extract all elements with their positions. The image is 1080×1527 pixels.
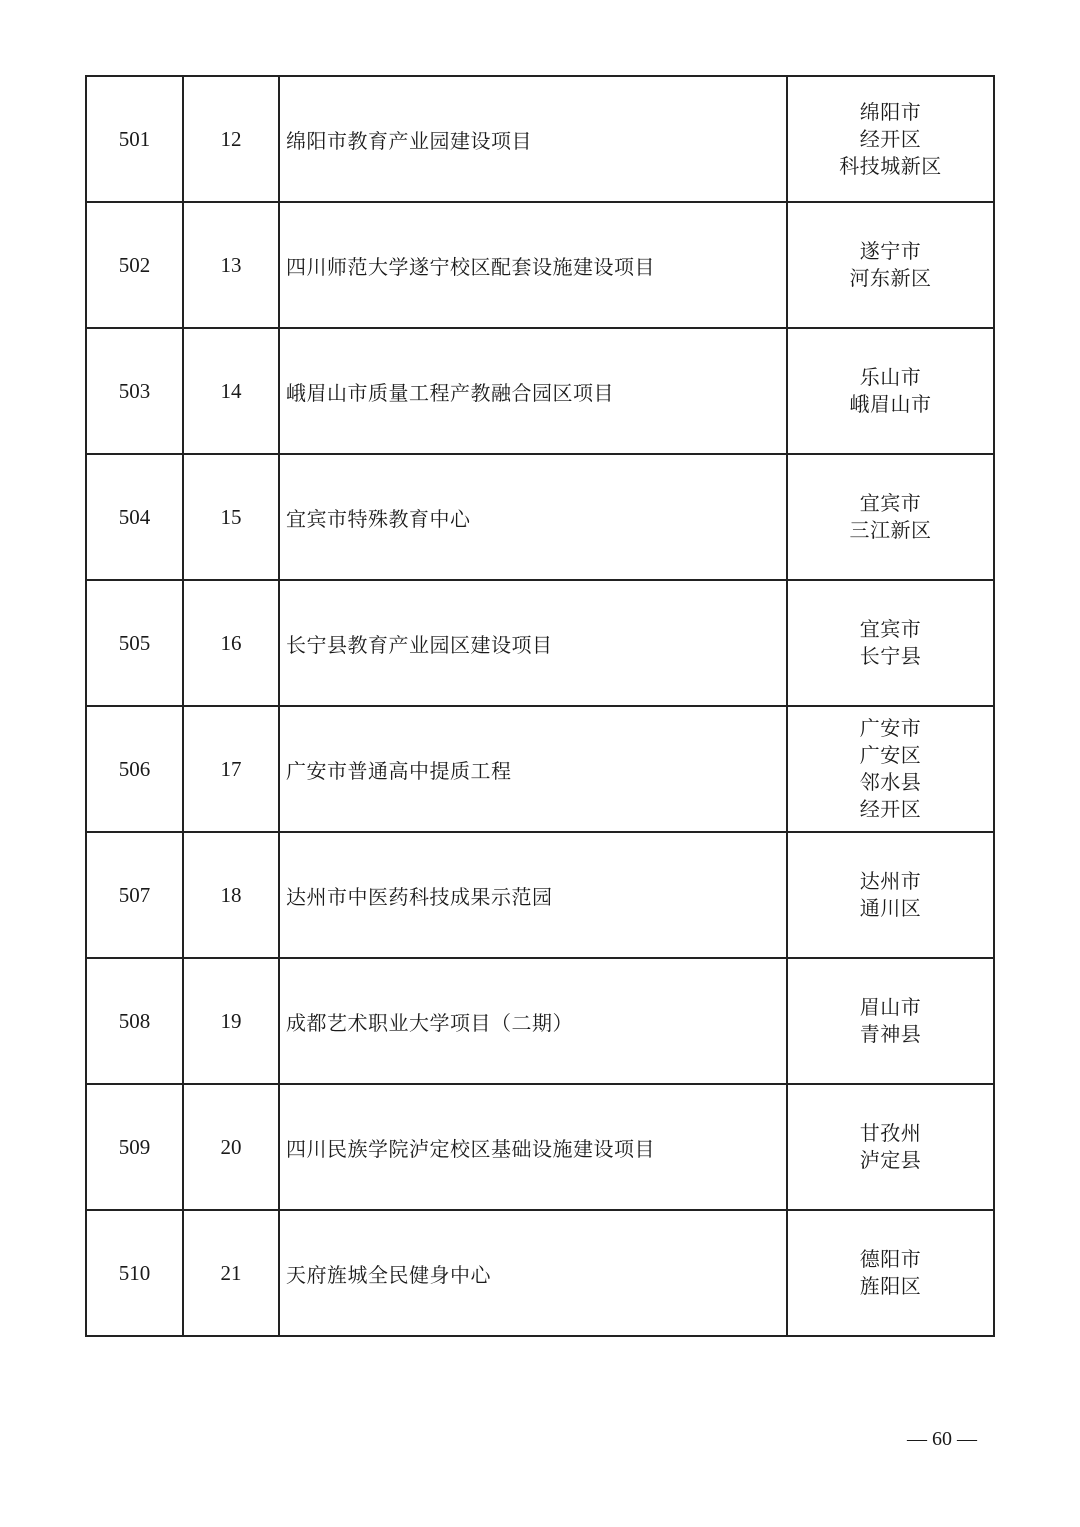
row-project-name: 长宁县教育产业园区建设项目 — [279, 580, 787, 706]
location-line: 甘孜州 — [859, 1121, 922, 1145]
location-line: 长宁县 — [859, 644, 922, 668]
location-line: 遂宁市 — [859, 239, 922, 263]
location-line: 通川区 — [859, 896, 922, 920]
project-table-body — [86, 76, 994, 1336]
row-item-number: 16 — [183, 580, 279, 706]
row-project-name: 四川民族学院泸定校区基础设施建设项目 — [279, 1084, 787, 1210]
location-line: 广安市 — [859, 716, 922, 740]
row-location — [787, 580, 994, 706]
row-seq-number: 501 — [86, 76, 183, 202]
row-location — [787, 328, 994, 454]
row-seq-number: 508 — [86, 958, 183, 1084]
row-item-number: 17 — [183, 706, 279, 832]
table-row — [86, 1210, 994, 1336]
row-project-name: 成都艺术职业大学项目（二期） — [279, 958, 787, 1084]
location-line: 峨眉山市 — [849, 392, 932, 416]
row-item-number: 15 — [183, 454, 279, 580]
location-line: 宜宾市 — [859, 617, 922, 641]
row-location — [787, 958, 994, 1084]
location-line: 河东新区 — [849, 266, 932, 290]
table-row — [86, 958, 994, 1084]
location-line: 青神县 — [859, 1022, 922, 1046]
row-project-name: 峨眉山市质量工程产教融合园区项目 — [279, 328, 787, 454]
table-row — [86, 1084, 994, 1210]
row-project-name: 四川师范大学遂宁校区配套设施建设项目 — [279, 202, 787, 328]
row-project-name: 达州市中医药科技成果示范园 — [279, 832, 787, 958]
location-line: 三江新区 — [849, 518, 932, 542]
row-location — [787, 832, 994, 958]
row-seq-number: 510 — [86, 1210, 183, 1336]
row-item-number: 14 — [183, 328, 279, 454]
row-project-name: 广安市普通高中提质工程 — [279, 706, 787, 832]
table-row — [86, 580, 994, 706]
row-seq-number: 504 — [86, 454, 183, 580]
location-line: 宜宾市 — [859, 491, 922, 515]
row-project-name: 绵阳市教育产业园建设项目 — [279, 76, 787, 202]
location-line: 达州市 — [859, 869, 922, 893]
location-line: 绵阳市 — [859, 99, 922, 124]
table-row — [86, 832, 994, 958]
row-location — [787, 706, 994, 832]
table-row — [86, 202, 994, 328]
row-item-number: 18 — [183, 832, 279, 958]
location-line: 科技城新区 — [839, 153, 942, 178]
table-row — [86, 706, 994, 832]
row-project-name: 宜宾市特殊教育中心 — [279, 454, 787, 580]
row-seq-number: 506 — [86, 706, 183, 832]
table-row — [86, 328, 994, 454]
row-location — [787, 454, 994, 580]
project-table — [85, 75, 995, 1337]
row-project-name: 天府旌城全民健身中心 — [279, 1210, 787, 1336]
page-number: — 60 — — [907, 1428, 977, 1450]
location-line: 邻水县 — [859, 770, 922, 794]
row-location — [787, 202, 994, 328]
table-row — [86, 76, 994, 202]
location-line: 泸定县 — [859, 1148, 922, 1172]
row-location — [787, 1210, 994, 1336]
location-line: 广安区 — [859, 743, 922, 767]
table-row — [86, 454, 994, 580]
row-location — [787, 1084, 994, 1210]
row-item-number: 13 — [183, 202, 279, 328]
row-location — [787, 76, 994, 202]
location-line: 德阳市 — [859, 1247, 922, 1271]
location-line: 乐山市 — [859, 365, 922, 389]
row-item-number: 20 — [183, 1084, 279, 1210]
row-seq-number: 507 — [86, 832, 183, 958]
row-seq-number: 505 — [86, 580, 183, 706]
location-line: 眉山市 — [859, 995, 922, 1019]
row-item-number: 19 — [183, 958, 279, 1084]
location-line: 旌阳区 — [859, 1274, 922, 1298]
row-seq-number: 503 — [86, 328, 183, 454]
row-seq-number: 509 — [86, 1084, 183, 1210]
row-item-number: 21 — [183, 1210, 279, 1336]
location-line: 经开区 — [859, 126, 922, 151]
row-item-number: 12 — [183, 76, 279, 202]
location-line: 经开区 — [859, 797, 922, 821]
row-seq-number: 502 — [86, 202, 183, 328]
